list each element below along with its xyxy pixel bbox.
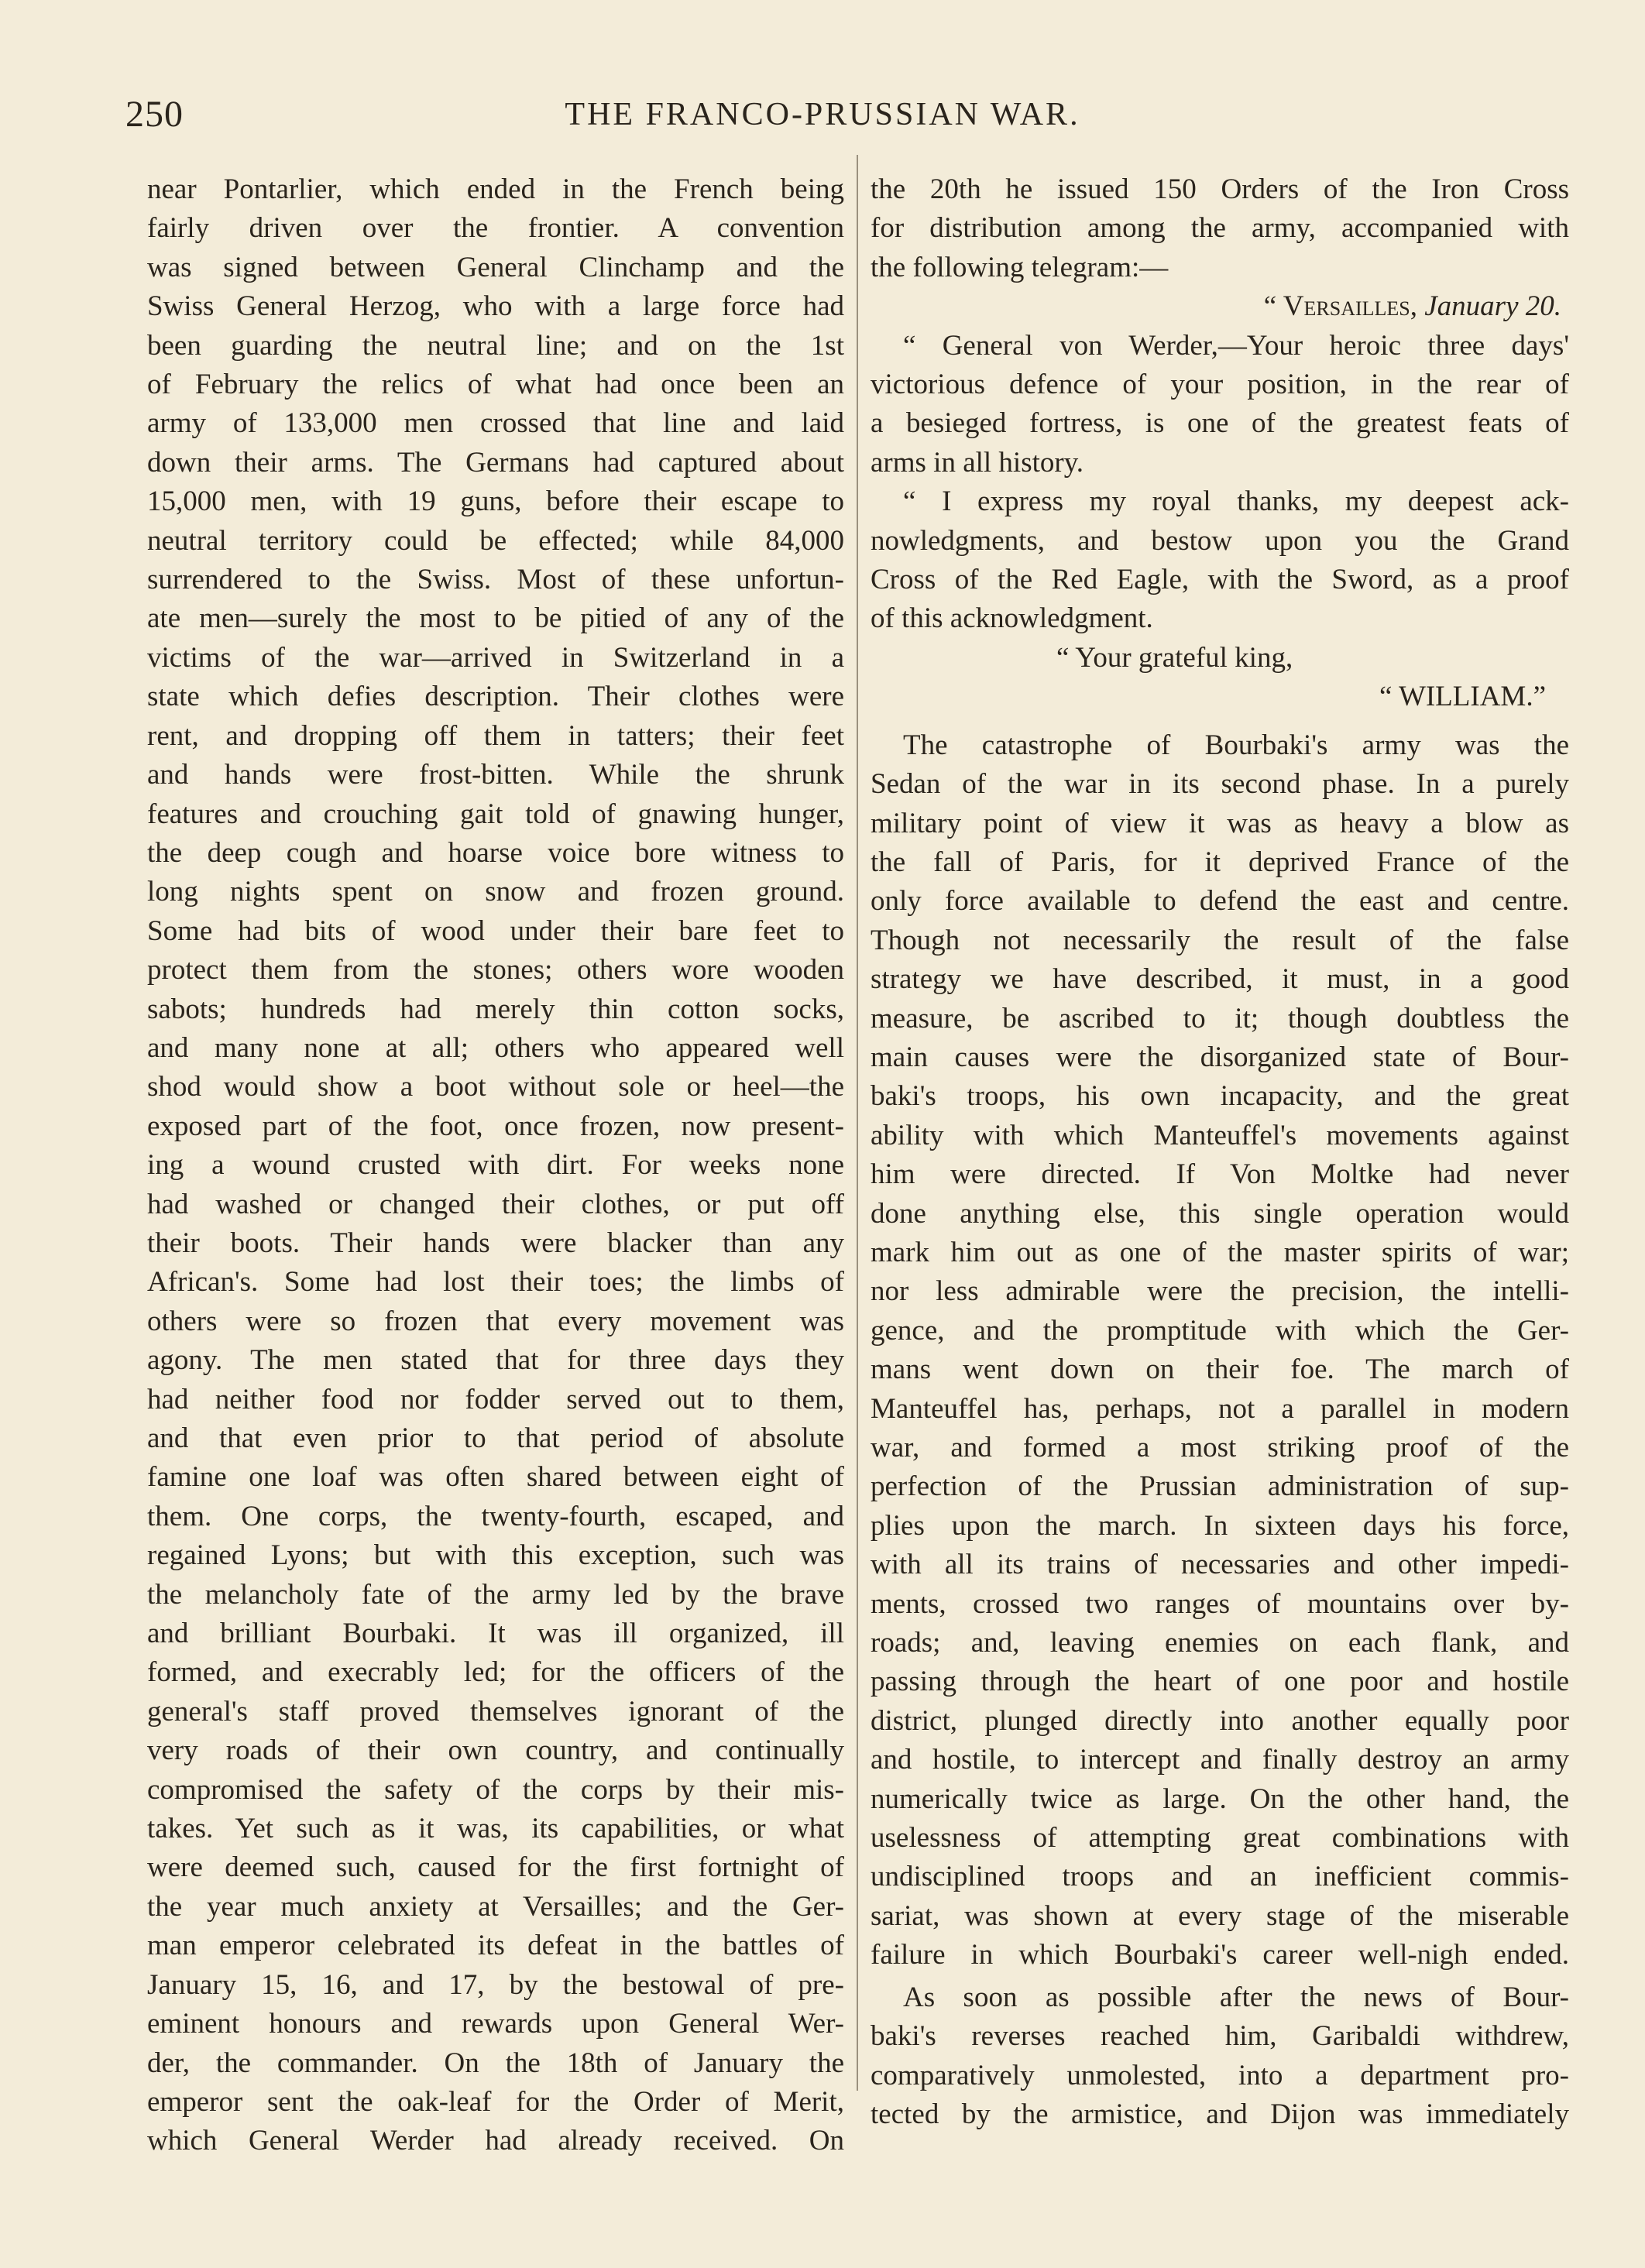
text-line: and that even prior to that period of absolute bbox=[147, 1422, 844, 1454]
text-line: war, and formed a most striking proof of the bbox=[871, 1432, 1569, 1463]
text-line: Swiss General Herzog, who with a large force had bbox=[147, 290, 844, 323]
text-line: sariat, was shown at every stage of the miserable bbox=[871, 1899, 1569, 1932]
text-line: the 20th he issued 150 Orders of the Iron Cross bbox=[871, 173, 1569, 205]
text-line: rent, and dropping off them in tatters; their feet bbox=[147, 719, 844, 752]
text-line: mans went down on their foe. The march of bbox=[871, 1354, 1569, 1386]
telegram-paragraph bbox=[871, 327, 1569, 483]
text-line: January 15, 16, and 17, by the bestowal of pre- bbox=[147, 1968, 844, 2001]
text-line: very roads of their own country, and continually bbox=[147, 1734, 844, 1767]
text-line: ing a wound crusted with dirt. For weeks none bbox=[147, 1149, 844, 1182]
text-line: sabots; hundreds had merely thin cotton socks, bbox=[147, 993, 844, 1025]
body-paragraph bbox=[871, 726, 1569, 1975]
text-line: measure, be ascribed to it; though doubtless the bbox=[871, 1002, 1569, 1034]
page-header bbox=[0, 93, 1645, 155]
text-line: shod would show a boot without sole or heel—the bbox=[147, 1071, 844, 1103]
text-line: others were so frozen that every movement was bbox=[147, 1305, 844, 1337]
text-line: for distribution among the army, accompanied with bbox=[871, 212, 1569, 245]
body-paragraph bbox=[871, 1978, 1569, 2135]
text-line: main causes were the disorganized state of Bour- bbox=[871, 1041, 1569, 1073]
text-line: perfection of the Prussian administration of sup- bbox=[871, 1470, 1569, 1503]
text-line: and hostile, to intercept and finally destroy an army bbox=[871, 1744, 1569, 1776]
telegram-paragraph bbox=[871, 482, 1569, 639]
text-line: the following telegram:— bbox=[871, 251, 1169, 283]
text-line: ate men—surely the most to be pitied of any of the bbox=[147, 602, 844, 635]
text-line: mark him out as one of the master spirits of war; bbox=[871, 1236, 1569, 1268]
text-line: roads; and, leaving enemies on each flank, and bbox=[871, 1627, 1569, 1659]
text-line: of February the relics of what had once been an bbox=[147, 369, 844, 401]
text-line: fairly driven over the frontier. A convention bbox=[147, 212, 844, 245]
text-line: which General Werder had already received. On bbox=[147, 2125, 844, 2157]
text-line: ability with which Manteuffel's movements against bbox=[871, 1119, 1569, 1151]
text-line: comparatively unmolested, into a department pro- bbox=[871, 2059, 1569, 2091]
text-line: Though not necessarily the result of the false bbox=[871, 924, 1569, 956]
text-line: military point of view it was as heavy a blow as bbox=[871, 807, 1569, 839]
text-line: numerically twice as large. On the other hand, the bbox=[871, 1782, 1569, 1815]
text-line: and many none at all; others who appeared well bbox=[147, 1031, 844, 1064]
text-line: neutral territory could be effected; while 84,000 bbox=[147, 524, 844, 557]
text-line: Sedan of the war in its second phase. In a purely bbox=[871, 768, 1569, 801]
text-line: him were directed. If Von Moltke had never bbox=[871, 1158, 1569, 1191]
text-line: eminent honours and rewards upon General Wer- bbox=[147, 2008, 844, 2040]
text-line: them. One corps, the twenty-fourth, escaped, and bbox=[147, 1500, 844, 1532]
text-line: strategy we have described, it must, in a good bbox=[871, 963, 1569, 996]
text-line: had neither food nor fodder served out to them, bbox=[147, 1383, 844, 1415]
text-line: man emperor celebrated its defeat in the battles of bbox=[147, 1930, 844, 1962]
text-line: of this acknowledgment. bbox=[871, 602, 1153, 635]
text-line: near Pontarlier, which ended in the French being bbox=[147, 173, 844, 205]
text-line: uselessness of attempting great combinations with bbox=[871, 1822, 1569, 1855]
text-line: was signed between General Clinchamp and the bbox=[147, 251, 844, 283]
text-line: undisciplined troops and an inefficient commis- bbox=[871, 1861, 1569, 1893]
text-line: and hands were frost-bitten. While the shrunk bbox=[147, 759, 844, 791]
right-column bbox=[871, 170, 1569, 2134]
text-line: “ I express my royal thanks, my deepest ack- bbox=[903, 486, 1569, 518]
text-line: had washed or changed their clothes, or put off bbox=[147, 1188, 844, 1220]
text-line: done anything else, this single operation would bbox=[871, 1197, 1569, 1230]
text-line: ments, crossed two ranges of mountains over by- bbox=[871, 1587, 1569, 1620]
text-line: African's. Some had lost their toes; the limbs of bbox=[147, 1266, 844, 1299]
text-line: the fall of Paris, for it deprived France of the bbox=[871, 846, 1569, 878]
text-line: been guarding the neutral line; and on the 1st bbox=[147, 329, 844, 362]
text-line: a besieged fortress, is one of the greatest feats of bbox=[871, 407, 1569, 440]
text-line: their boots. Their hands were blacker than any bbox=[147, 1227, 844, 1259]
text-line: state which defies description. Their clothes were bbox=[147, 681, 844, 713]
text-line: general's staff proved themselves ignorant of the bbox=[147, 1695, 844, 1728]
text-line: protect them from the stones; others wore wooden bbox=[147, 954, 844, 986]
text-line: The catastrophe of Bourbaki's army was the bbox=[903, 729, 1569, 761]
text-line: “ General von Werder,—Your heroic three days' bbox=[903, 329, 1569, 362]
column-divider bbox=[857, 155, 858, 2091]
telegram-closing: “ Your grateful king, bbox=[1056, 641, 1293, 674]
text-line: district, plunged directly into another equally poor bbox=[871, 1704, 1569, 1737]
text-line: army of 133,000 men crossed that line and laid bbox=[147, 407, 844, 440]
text-line: formed, and execrably led; for the officers of the bbox=[147, 1656, 844, 1689]
text-line: tected by the armistice, and Dijon was immediately bbox=[871, 2098, 1569, 2130]
right-intro-paragraph bbox=[871, 170, 1569, 287]
text-line: 15,000 men, with 19 guns, before their escape to bbox=[147, 486, 844, 518]
text-line: the deep cough and hoarse voice bore witness to bbox=[147, 836, 844, 869]
text-line: As soon as possible after the news of Bour- bbox=[903, 1981, 1569, 2013]
text-line: features and crouching gait told of gnawing hunger, bbox=[147, 798, 844, 830]
text-line: nowledgments, and bestow upon you the Grand bbox=[871, 524, 1569, 557]
text-line: baki's troops, his own incapacity, and the great bbox=[871, 1080, 1569, 1113]
text-line: victorious defence of your position, in the rear of bbox=[871, 369, 1569, 401]
text-line: plies upon the march. In sixteen days his force, bbox=[871, 1509, 1569, 1542]
text-line: agony. The men stated that for three days they bbox=[147, 1344, 844, 1377]
text-line: baki's reverses reached him, Garibaldi withdrew, bbox=[871, 2020, 1569, 2053]
text-line: were deemed such, caused for the first fortnight of bbox=[147, 1851, 844, 1884]
text-line: victims of the war—arrived in Switzerland in a bbox=[147, 641, 844, 674]
text-line: arms in all history. bbox=[871, 446, 1084, 479]
text-line: Manteuffel has, perhaps, not a parallel in modern bbox=[871, 1392, 1569, 1425]
text-line: nor less admirable were the precision, the intelli- bbox=[871, 1275, 1569, 1308]
text-line: long nights spent on snow and frozen ground. bbox=[147, 876, 844, 908]
text-line: Some had bits of wood under their bare feet to bbox=[147, 914, 844, 947]
text-line: der, the commander. On the 18th of January the bbox=[147, 2047, 844, 2079]
text-line: compromised the safety of the corps by their mis- bbox=[147, 1773, 844, 1806]
telegram-dateline: “ Versailles, January 20. bbox=[1263, 290, 1561, 323]
text-line: failure in which Bourbaki's career well-nigh ended. bbox=[871, 1939, 1569, 1971]
text-line: the year much anxiety at Versailles; and the Ger- bbox=[147, 1890, 844, 1923]
text-line: down their arms. The Germans had captured about bbox=[147, 446, 844, 479]
text-line: exposed part of the foot, once frozen, now present- bbox=[147, 1110, 844, 1142]
text-line: Cross of the Red Eagle, with the Sword, as a proof bbox=[871, 564, 1569, 596]
left-column bbox=[147, 170, 844, 2161]
text-line: regained Lyons; but with this exception, such was bbox=[147, 1539, 844, 1572]
telegram-signature: “ WILLIAM.” bbox=[1379, 681, 1546, 713]
running-title: THE FRANCO-PRUSSIAN WAR. bbox=[565, 97, 1080, 132]
text-line: famine one loaf was often shared between eight of bbox=[147, 1461, 844, 1494]
text-line: gence, and the promptitude with which the Ger- bbox=[871, 1314, 1569, 1347]
page-number: 250 bbox=[125, 94, 184, 135]
text-line: the melancholy fate of the army led by the brave bbox=[147, 1578, 844, 1611]
text-line: surrendered to the Swiss. Most of these unfortun- bbox=[147, 564, 844, 596]
text-line: emperor sent the oak-leaf for the Order of Merit, bbox=[147, 2085, 844, 2118]
text-line: and brilliant Bourbaki. It was ill organized, ill bbox=[147, 1618, 844, 1650]
text-line: takes. Yet such as it was, its capabilities, or what bbox=[147, 1813, 844, 1845]
text-line: only force available to defend the east and centre. bbox=[871, 885, 1569, 918]
text-line: with all its trains of necessaries and other impedi- bbox=[871, 1549, 1569, 1581]
text-line: passing through the heart of one poor and hostile bbox=[871, 1666, 1569, 1698]
